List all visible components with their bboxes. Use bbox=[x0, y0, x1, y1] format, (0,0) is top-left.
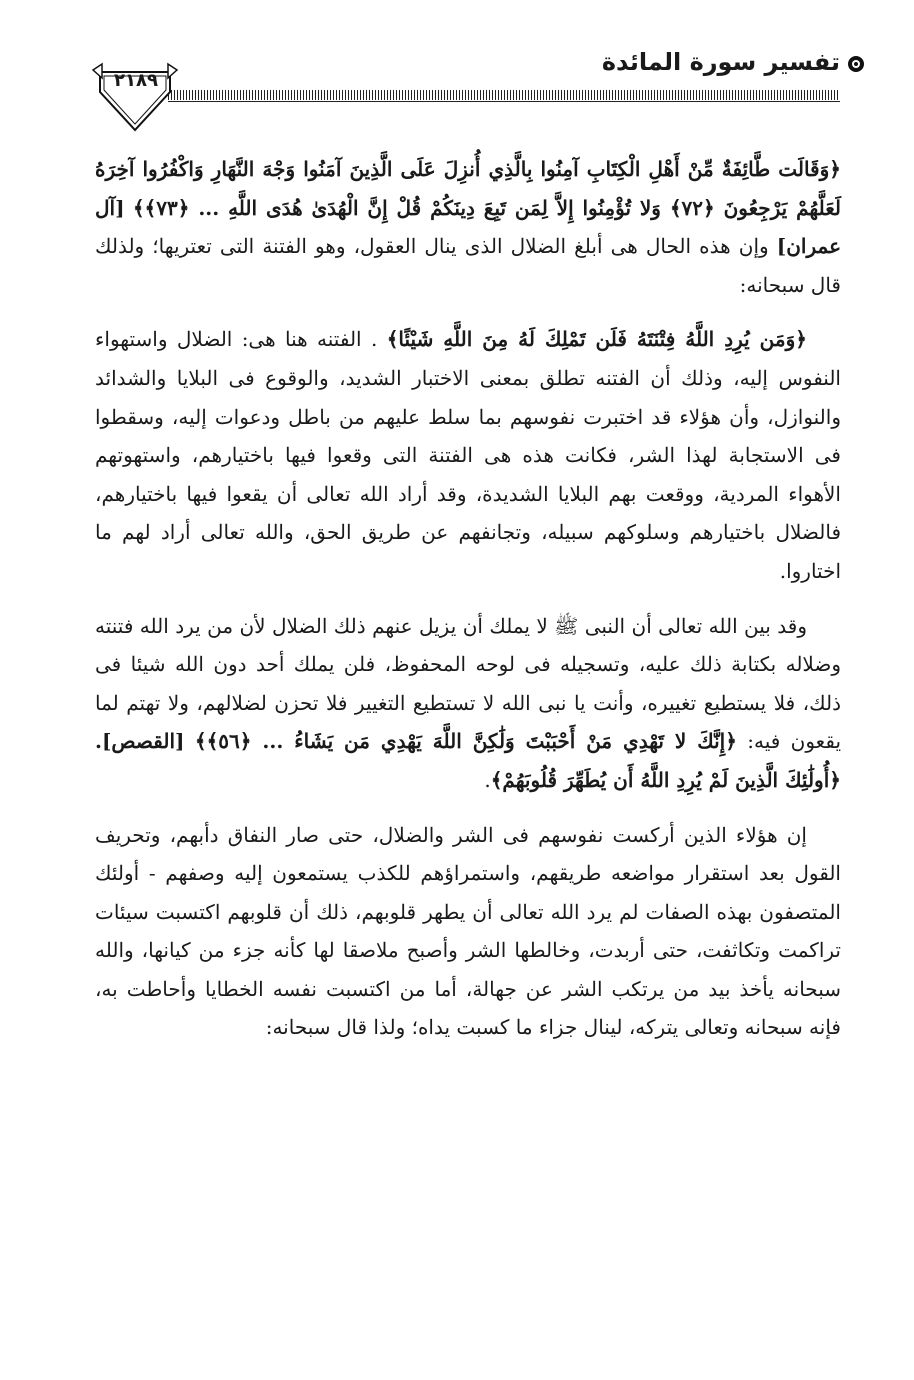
header-rule bbox=[168, 90, 840, 100]
paragraph-3 bbox=[95, 607, 841, 800]
paragraph-text: . الفتنه هنا هى: الضلال واستهواء النفوس إليه، وذلك أن الفتنه تطلق بمعنى الاختبار الشديد، والوقوع فى البلايا والشدائد والنوازل، وأن هؤلاء قد اختبرت نفوسهم بما سلط عليهم من باطل ودعوات إليه، وسقطوا فى الاستجابة لهذا الشر، فكانت هذه هى الفتنة التى وقعوا فيها باختيارهم، واستهوتهم الأهواء المردية، ووقعت بهم البلايا الشديدة، وقد أراد الله تعالى أن يقعوا فيها باختيارهم، فالضلال باختيارهم وسلوكهم سبيله، وتجانفهم عن طريق الحق، والله تعالى أراد لهم ما اختاروا. bbox=[95, 327, 841, 583]
ornament-icon bbox=[846, 54, 866, 74]
page-header bbox=[80, 40, 860, 140]
quran-quote: ﴿وَمَن يُرِدِ اللَّهُ فِتْنَتَهُ فَلَن تَمْلِكَ لَهُ مِنَ اللَّهِ شَيْئًا﴾ bbox=[386, 327, 807, 352]
quran-quote-2: ﴿أُولَٰئِكَ الَّذِينَ لَمْ يُرِدِ اللَّهُ أَن يُطَهِّرَ قُلُوبَهُمْ﴾ bbox=[490, 767, 841, 792]
page-number-badge-icon bbox=[90, 52, 180, 142]
paragraph-2 bbox=[95, 320, 841, 590]
paragraph-text: وإن هذه الحال هى أبلغ الضلال الذى ينال العقول، وهو الفتنة التى تعتريها؛ ولذلك قال سبحانه: bbox=[95, 234, 841, 297]
header-title: تفسير سورة المائدة bbox=[601, 48, 840, 76]
paragraph-text: إن هؤلاء الذين أركست نفوسهم فى الشر والضلال، حتى صار النفاق دأبهم، وتحريف القول بعد استقرار مواضعه طريقهم، واستمراؤهم للكذب يستمعون إليه وصفهم - أولئك المتصفون بهذه الصفات لم يرد الله تعالى أن يطهر قلوبهم، ذلك أن قلوبهم اكتسبت سيئات تراكمت وتكاثفت، حتى أربدت، وخالطها الشر وأصبح ملاصقا لها كأنه جزء من كيانها، والله سبحانه يأخذ بيد من يرتكب الشر عن جهالة، أما من اكتسبت نفسه الخطايا وأحاطت به، فإنه سبحانه وتعالى يتركه، لينال جزاء ما كسبت يداه؛ ولذا قال سبحانه: bbox=[95, 822, 841, 1040]
paragraph-tail: . bbox=[484, 767, 491, 792]
header-rule-line bbox=[168, 101, 840, 102]
surah-reference: [القصص]. bbox=[95, 729, 185, 754]
paragraph-text: وقد بين الله تعالى أن النبى ﷺ لا يملك أن يزيل عنهم ذلك الضلال لأن من يرد الله فتنته وضلاله بكتابة ذلك عليه، وتسجيله فى لوحه المحفوظ، فلن يملك أحد دون الله شيئا فى ذلك، فلا يستطيع تغييره، وأنت يا نبى الله لا تستطيع التغيير فلا تحزن لضلالهم، ولا تهتم لما يقعون فيه: bbox=[95, 613, 842, 754]
surah-reference: [آل عمران] bbox=[95, 195, 842, 259]
paragraph-4 bbox=[95, 816, 841, 1048]
page-number: ٢١٨٩ bbox=[114, 70, 158, 91]
body-text bbox=[95, 150, 841, 1063]
paragraph-1 bbox=[95, 150, 841, 304]
quran-quote: ﴿إِنَّكَ لا تَهْدِي مَنْ أَحْبَبْتَ وَلَٰكِنَّ اللَّهَ يَهْدِي مَن يَشَاءُ ... ﴿٥٦﴾﴾ bbox=[194, 729, 737, 754]
quran-quote: ﴿وَقَالَت طَّائِفَةٌ مِّنْ أَهْلِ الْكِتَابِ آمِنُوا بِالَّذِي أُنزِلَ عَلَى الَّذِينَ آمَنُوا وَجْهَ النَّهَارِ وَاكْفُرُوا آخِرَهُ لَعَلَّهُمْ يَرْجِعُونَ ﴿٧٢﴾ وَلا تُؤْمِنُوا إِلاَّ لِمَن تَبِعَ دِينَكُمْ قُلْ إِنَّ الْهُدَىٰ هُدَى اللَّهِ ... ﴿٧٣﴾﴾ bbox=[95, 157, 842, 220]
